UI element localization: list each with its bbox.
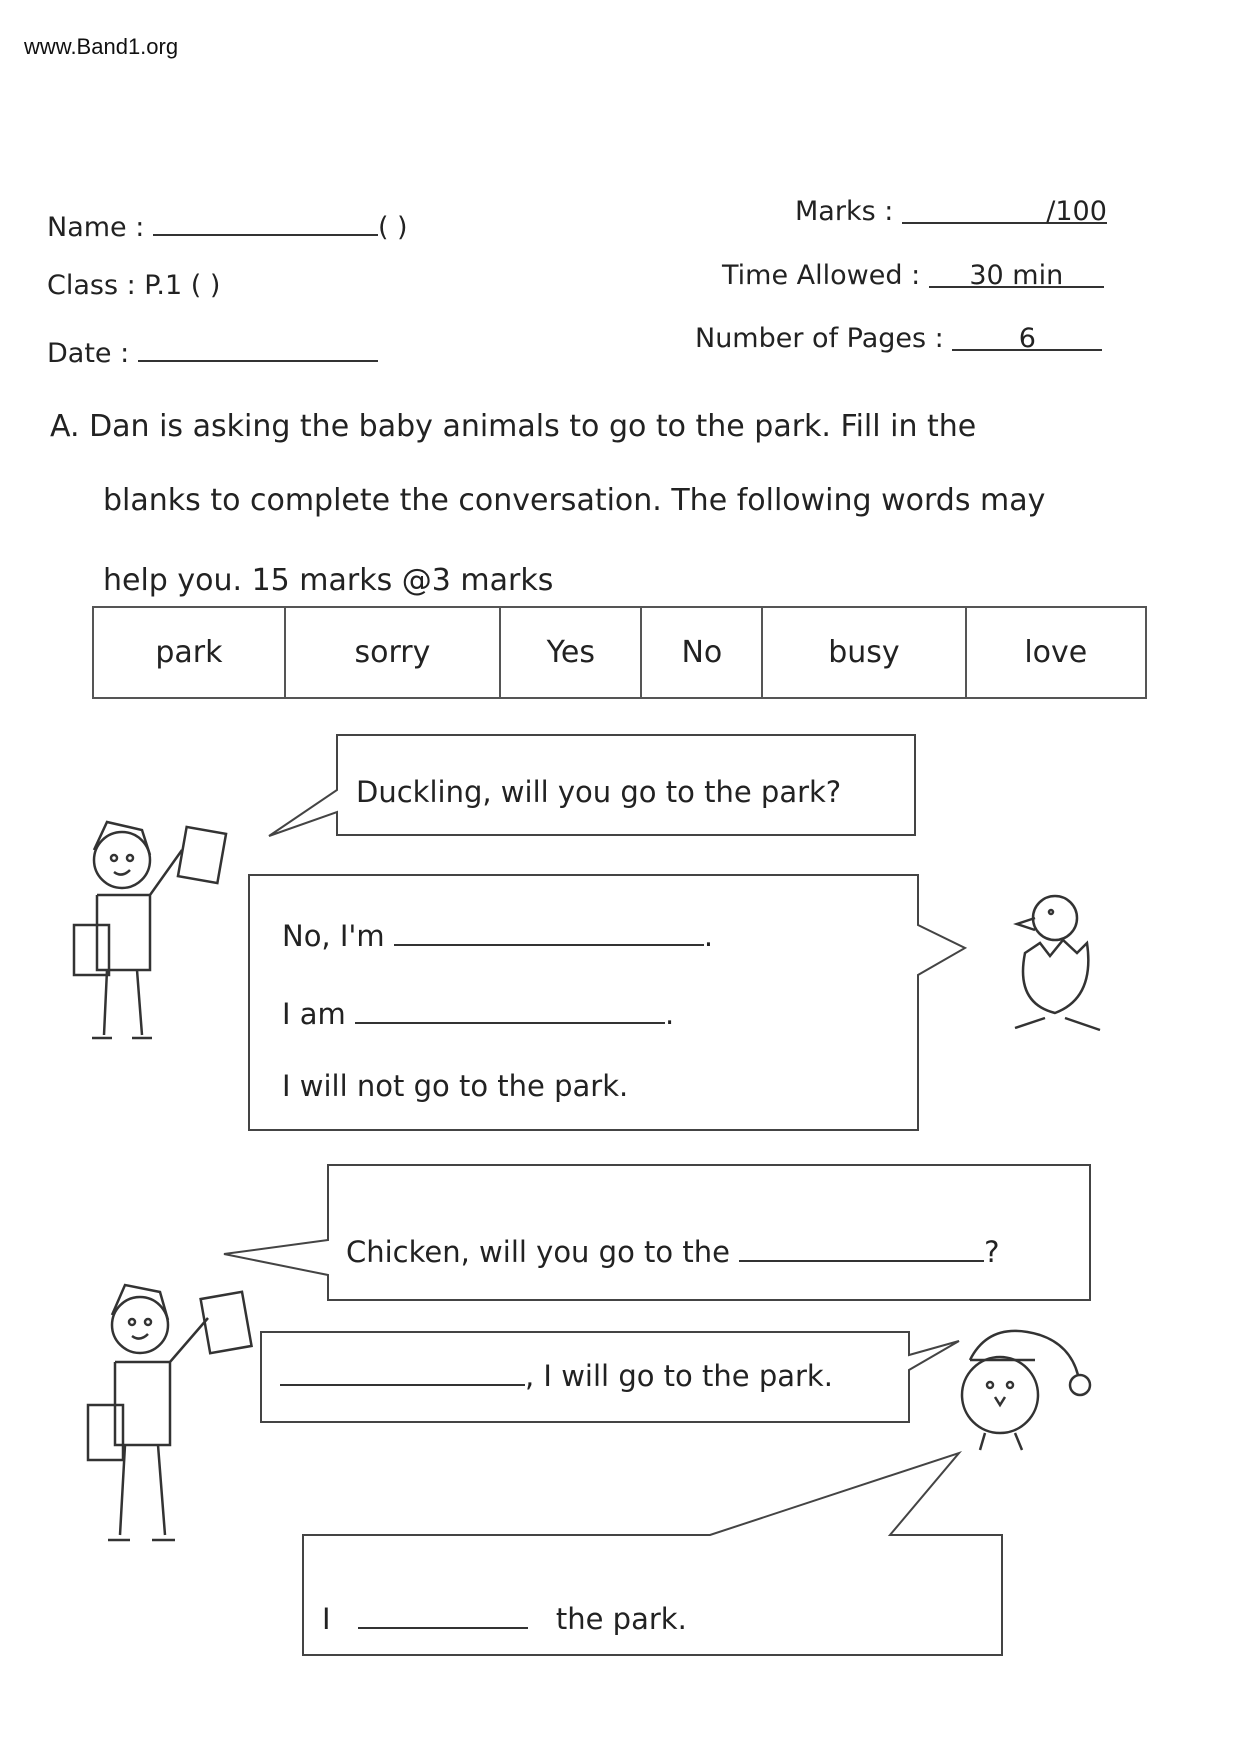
class-number-paren: ( )	[377, 212, 408, 243]
boy-dan-illustration-1	[62, 810, 242, 1050]
time-value: 30 min	[929, 262, 1104, 288]
bubble-3-line	[346, 1236, 1000, 1267]
answer-blank-2[interactable]	[355, 998, 665, 1024]
class-label: Class : P.1 ( )	[47, 270, 221, 301]
word-bank-cell: sorry	[285, 607, 500, 698]
bubble-3-text: Chicken, will you go to the	[346, 1235, 730, 1269]
name-label: Name :	[47, 212, 145, 243]
word-bank-cell: busy	[762, 607, 965, 698]
bubble-2-line-2: I am .	[282, 997, 675, 1031]
answer-blank-5[interactable]	[358, 1603, 528, 1629]
bubble-4-line	[280, 1360, 833, 1391]
chicken-illustration	[950, 1315, 1095, 1460]
marks-value: /100	[902, 198, 1107, 224]
bubble-4-text: , I will go to the park.	[525, 1359, 833, 1393]
time-label: Time Allowed :	[722, 260, 921, 291]
word-bank-cell: park	[93, 607, 285, 698]
marks-label: Marks :	[795, 196, 894, 227]
bubble-5-text-1: I	[322, 1602, 331, 1636]
answer-blank-1[interactable]	[394, 920, 704, 946]
pages-label: Number of Pages :	[695, 323, 944, 354]
website-url: www.Band1.org	[24, 34, 179, 59]
word-bank-cell: love	[966, 607, 1146, 698]
pages-value: 6	[952, 325, 1102, 351]
bubble-2-line-3: I will not go to the park.	[282, 1069, 629, 1103]
instruction-line-2: blanks to complete the conversation. The following words may	[103, 483, 1046, 518]
question-mark: ?	[984, 1235, 1000, 1269]
bubble-3-outline	[224, 1165, 1090, 1300]
word-bank-cell: No	[641, 607, 762, 698]
instruction-line-1: A. Dan is asking the baby animals to go to the park. Fill in the	[50, 409, 977, 444]
instruction-line-3: help you. 15 marks @3 marks	[103, 563, 554, 598]
bubble-5-text-2: the park.	[555, 1602, 687, 1636]
bubble-1-text: Duckling, will you go to the park?	[356, 775, 842, 809]
date-label: Date :	[47, 338, 130, 369]
bubble-5-line	[322, 1603, 687, 1634]
bubble-2-text-2: I am	[282, 997, 346, 1031]
answer-blank-3[interactable]	[739, 1236, 984, 1262]
word-bank-cell: Yes	[500, 607, 641, 698]
boy-dan-illustration-2	[80, 1270, 260, 1550]
duckling-illustration	[1005, 878, 1105, 1053]
bubble-2-line-1: No, I'm .	[282, 919, 714, 953]
answer-blank-4[interactable]	[280, 1360, 525, 1386]
bubble-2-text-1: No, I'm	[282, 919, 385, 953]
